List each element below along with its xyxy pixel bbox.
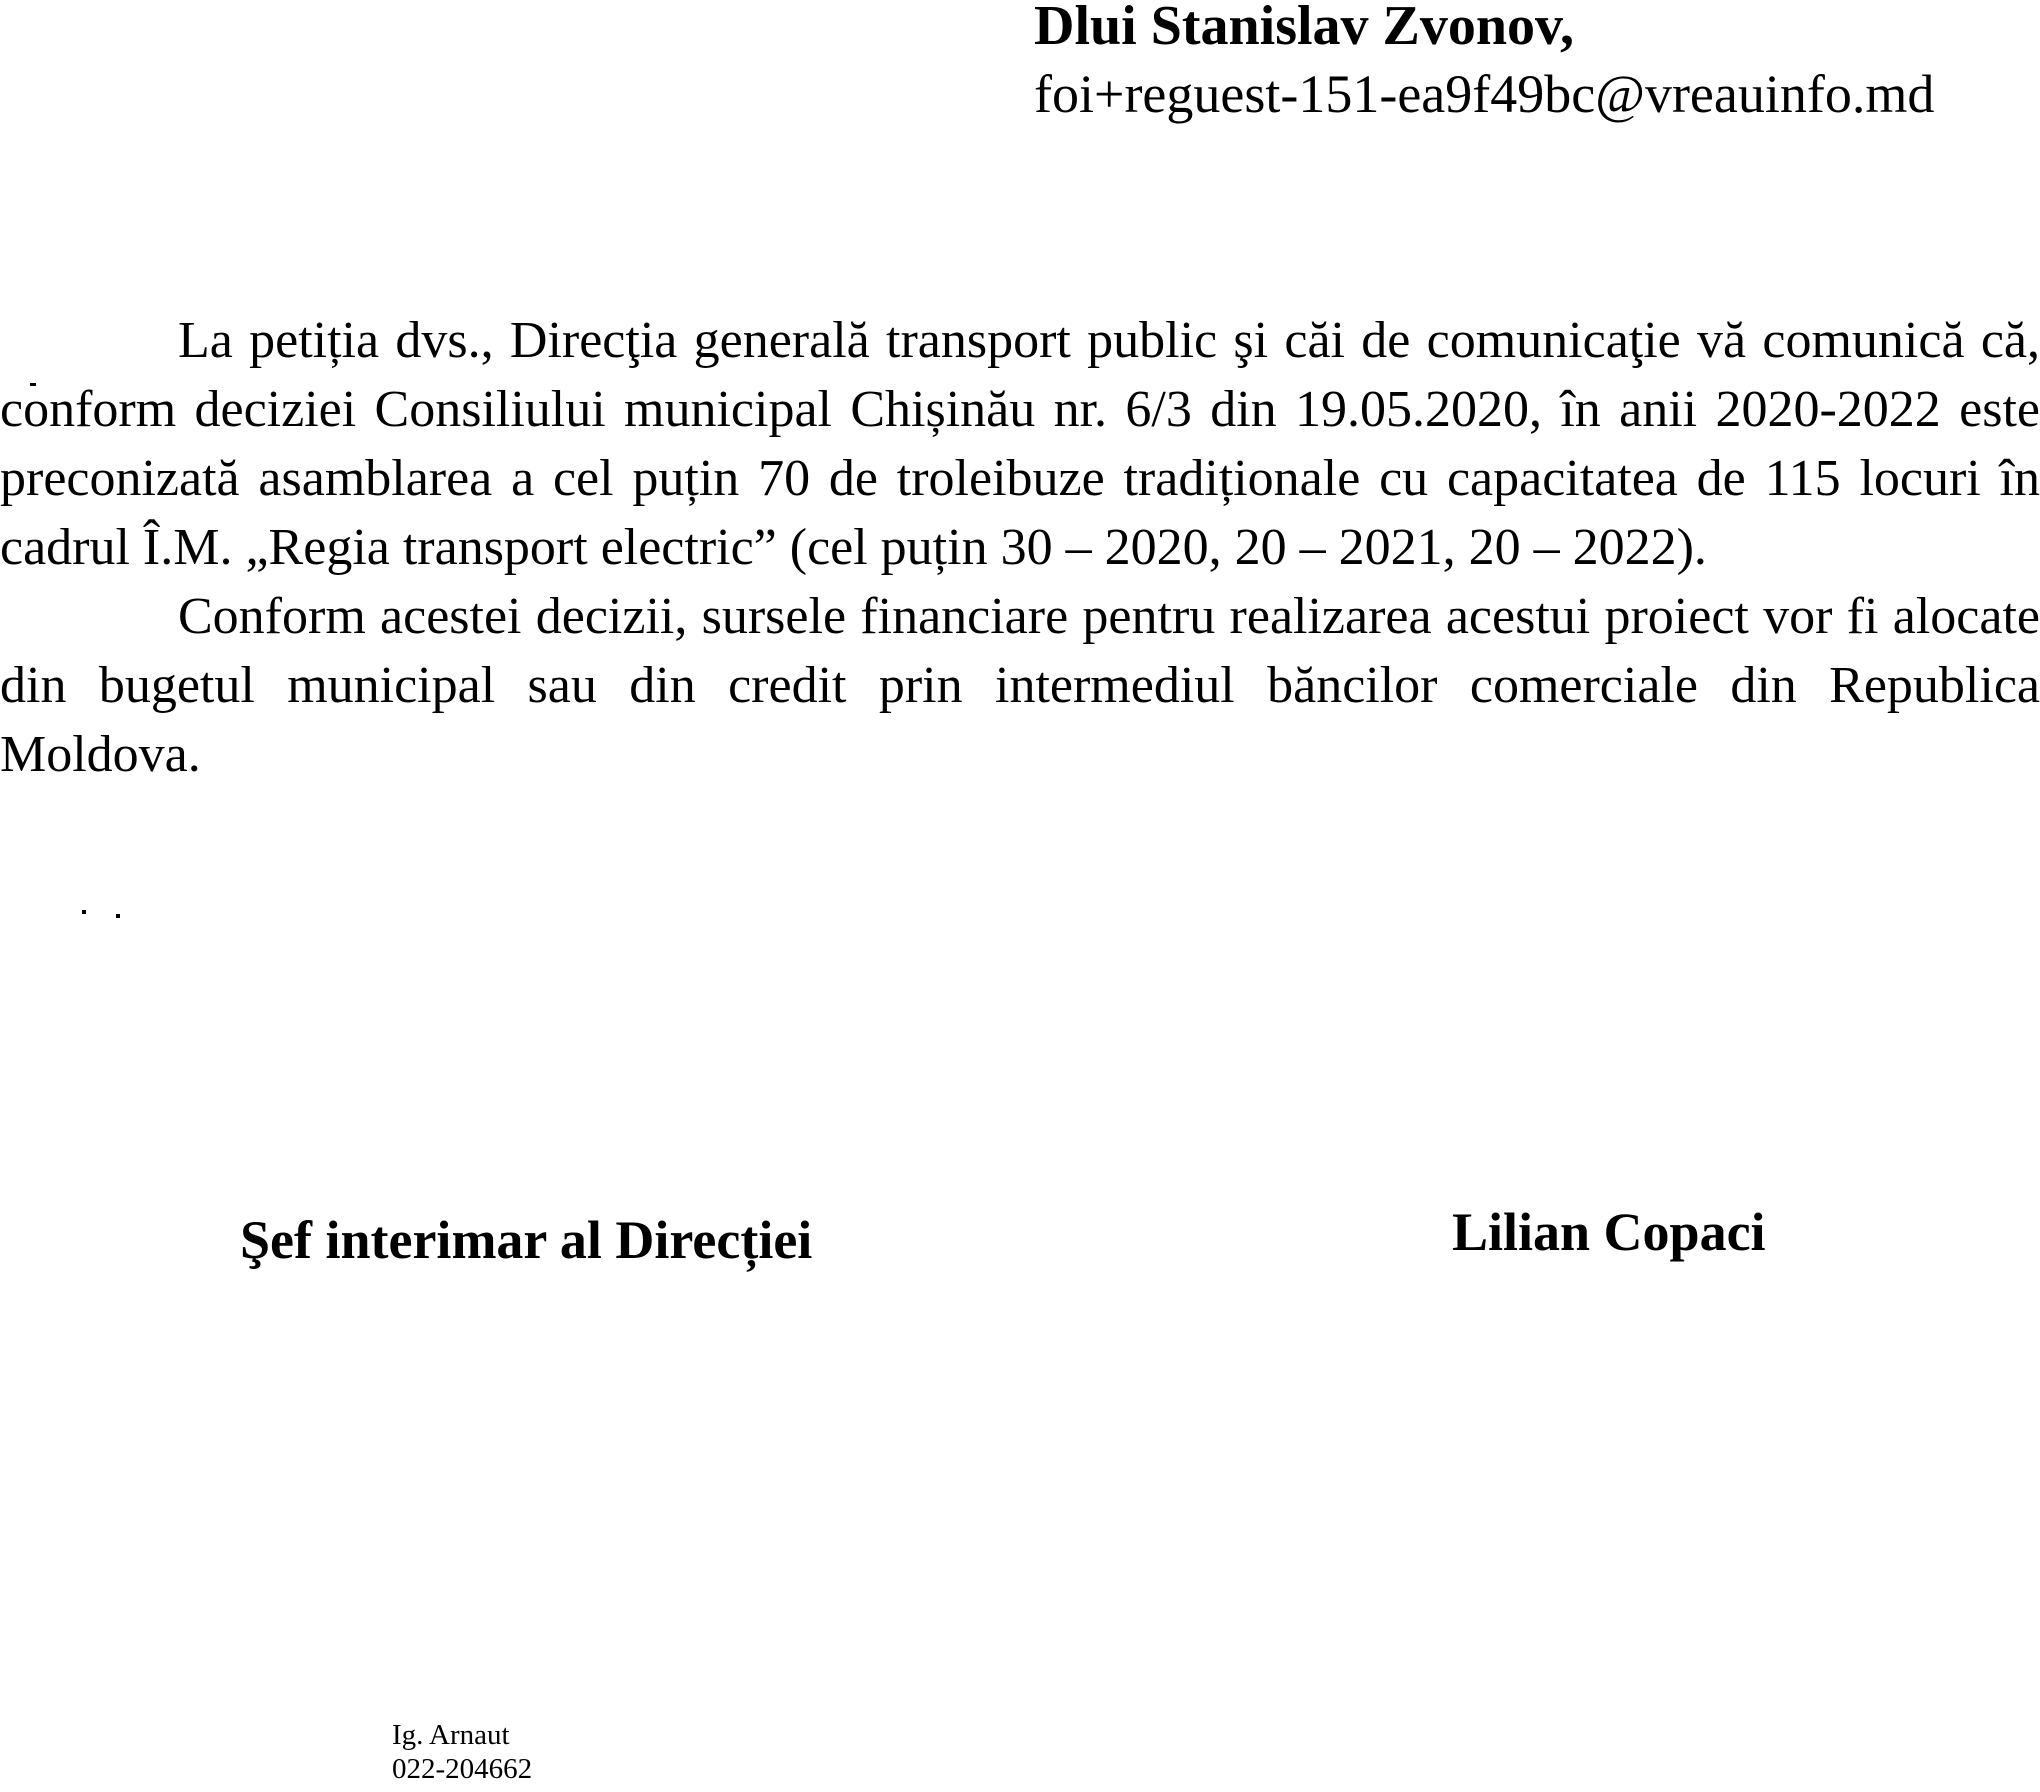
signature-name: Lilian Copaci xyxy=(1452,1202,1766,1262)
executor-phone: 022-204662 xyxy=(392,1753,533,1785)
letter-body xyxy=(0,306,2040,789)
scan-mark xyxy=(116,914,120,918)
scan-mark xyxy=(82,910,86,914)
body-paragraph: La petiția dvs., Direcţia generală transport public şi căi de comunicaţie vă comunică că, conform deciziei Consiliului municipal Chișinău nr. 6/3 din 19.05.2020, în anii 2020-2022 este preconizată asamblarea a cel puțin 70 de troleibuze tradiționale cu capacitatea de 115 locuri în cadrul Î.M. „Regia transport electric” (cel puțin 30 – 2020, 20 – 2021, 20 – 2022). xyxy=(0,312,2040,576)
signature-title: Şef interimar al Direcției xyxy=(240,1210,813,1270)
recipient-name: Dlui Stanislav Zvonov, xyxy=(1034,0,1574,57)
executor-block xyxy=(392,1718,532,1786)
body-paragraph: Conform acestei decizii, sursele financiare pentru realizarea acestui proiect vor fi alocate din bugetul municipal sau din credit prin intermediul băncilor comerciale din Republica Moldova. xyxy=(0,588,2040,783)
recipient-email: foi+reguest-151-ea9f49bc@vreauinfo.md xyxy=(1034,64,1935,124)
executor-name: Ig. Arnaut xyxy=(392,1719,510,1751)
